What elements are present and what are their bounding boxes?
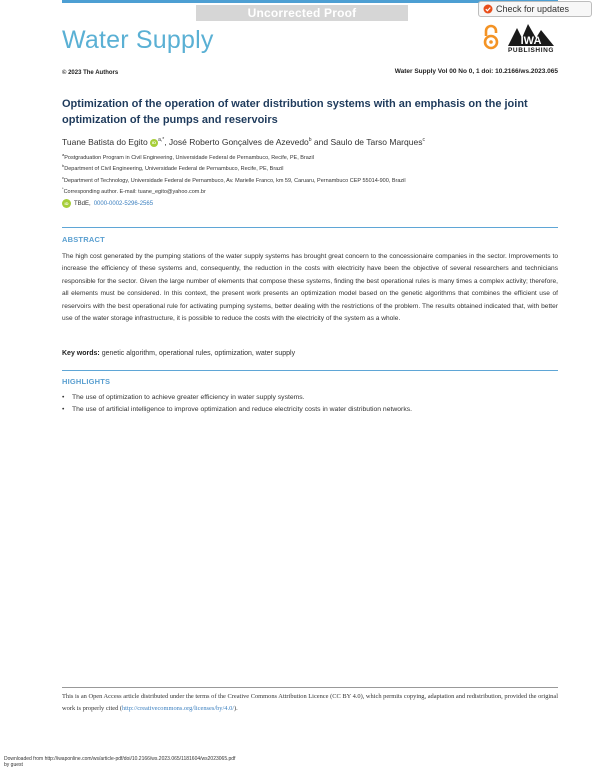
orcid-icon[interactable]: iD xyxy=(152,140,157,145)
abstract-body: The high cost generated by the pumping stations of the water supply systems has brought great concern to the concessionaire companies in the sector. Improvements to increase the efficiency of these systems and, consequently, the reduction in the costs with electricity have been the objective of several researchers and technicians responsible for the sector. Given the large number of elements that compose these systems, finding the best operational rules is many times a complex activity; therefore, all elements must be considered. In this context, the present work presents an optimization model based on the genetic algorithms that combines the efficient use of reservoirs with the best operational rule for activating pumping systems, better dealing with the restrictions of the problem. The results obtained indicated that, with better use of the water storage infrastructure, it is possible to reduce the costs with the electricity of the system as a whole. xyxy=(62,253,558,323)
license-notice xyxy=(62,691,558,714)
divider xyxy=(62,370,558,371)
keywords-label: Key words: xyxy=(62,350,100,357)
orcid-label: TBdE, xyxy=(74,200,91,207)
author-1-affil: a,* xyxy=(158,137,165,144)
iwa-logo-icon xyxy=(508,24,554,46)
affiliation-item: $^a$Postgraduation Program in Civil Engineering, Universidade Federal de Pernambuco, Recife, PE, Brazil xyxy=(62,152,314,161)
author-2[interactable]: , José Roberto Gonçalves de Azevedo xyxy=(164,137,309,147)
license-tail: ). xyxy=(234,704,238,712)
orcid-link[interactable]: 0000-0002-5296-2565 xyxy=(93,200,154,207)
highlights-list xyxy=(62,392,558,416)
highlights-heading: HIGHLIGHTS xyxy=(62,377,111,386)
divider xyxy=(62,227,558,228)
corresponding-author: *Corresponding author. E-mail: tuane_egito@yahoo.com.br xyxy=(62,185,206,195)
affiliation-item: $^c$Department of Technology, Universidade Federal de Pernambuco, Av. Marielle Franco, km 59, Caruaru, Pernambuco CEP 55014-900, Brazil xyxy=(62,174,406,184)
journal-name: Water Supply xyxy=(62,26,214,54)
download-notice xyxy=(4,756,235,768)
uncorrected-proof-stamp: Uncorrected Proof xyxy=(196,5,408,21)
keywords-text: genetic algorithm, operational rules, optimization, water supply xyxy=(101,350,296,357)
open-access-icon xyxy=(482,24,500,50)
keywords xyxy=(62,350,295,357)
license-link[interactable]: http://creativecommons.org/licenses/by/4.0/ xyxy=(121,704,235,712)
article-title: Optimization of the operation of water distribution systems with an emphasis on the joint optimization of the pumps and reservoirs xyxy=(62,98,528,126)
highlight-item: • The use of artificial intelligence to improve optimization and reduce electricity costs in water distribution networks. xyxy=(62,404,558,416)
author-3[interactable]: and Saulo de Tarso Marques xyxy=(311,137,423,147)
publisher-tag: PUBLISHING xyxy=(508,47,555,54)
footer-divider xyxy=(62,687,558,688)
highlight-item: • The use of optimization to achieve greater efficiency in water supply systems. xyxy=(62,392,558,404)
check-updates-label: Check for updates xyxy=(496,4,570,14)
orcid-line xyxy=(62,199,153,208)
download-user: by guest xyxy=(4,762,23,769)
article-citation: Water Supply Vol 00 No 0, 1 doi: 10.2166/ws.2023.065 xyxy=(394,68,558,75)
download-source: Downloaded from http://iwaponline.com/ws/article-pdf/doi/10.2166/ws.2023.065/1181604/ws2023065.pdf xyxy=(4,756,236,762)
abstract-heading: ABSTRACT xyxy=(62,235,105,244)
check-updates-icon xyxy=(483,4,493,14)
author-list xyxy=(62,137,425,147)
orcid-icon: iD xyxy=(62,199,71,208)
author-2-affil: b xyxy=(308,137,312,144)
check-for-updates-button[interactable] xyxy=(478,1,592,17)
copyright-notice: © 2023 The Authors xyxy=(62,70,119,76)
author-1[interactable]: Tuane Batista do Egito xyxy=(62,137,148,147)
affiliation-item: $^b$Department of Civil Engineering, Universidade Federal de Pernambuco, Recife, PE, Brazil xyxy=(62,163,284,173)
author-3-affil: c xyxy=(422,137,425,144)
license-text: This is an Open Access article distributed under the terms of the Creative Commons Attribution Licence (CC BY 4.0), which permits copying, adaptation and redistribution, provided the original work is properly cited ( xyxy=(62,693,558,712)
affiliations xyxy=(62,151,406,196)
iwa-logo-text: IWA xyxy=(520,35,542,46)
